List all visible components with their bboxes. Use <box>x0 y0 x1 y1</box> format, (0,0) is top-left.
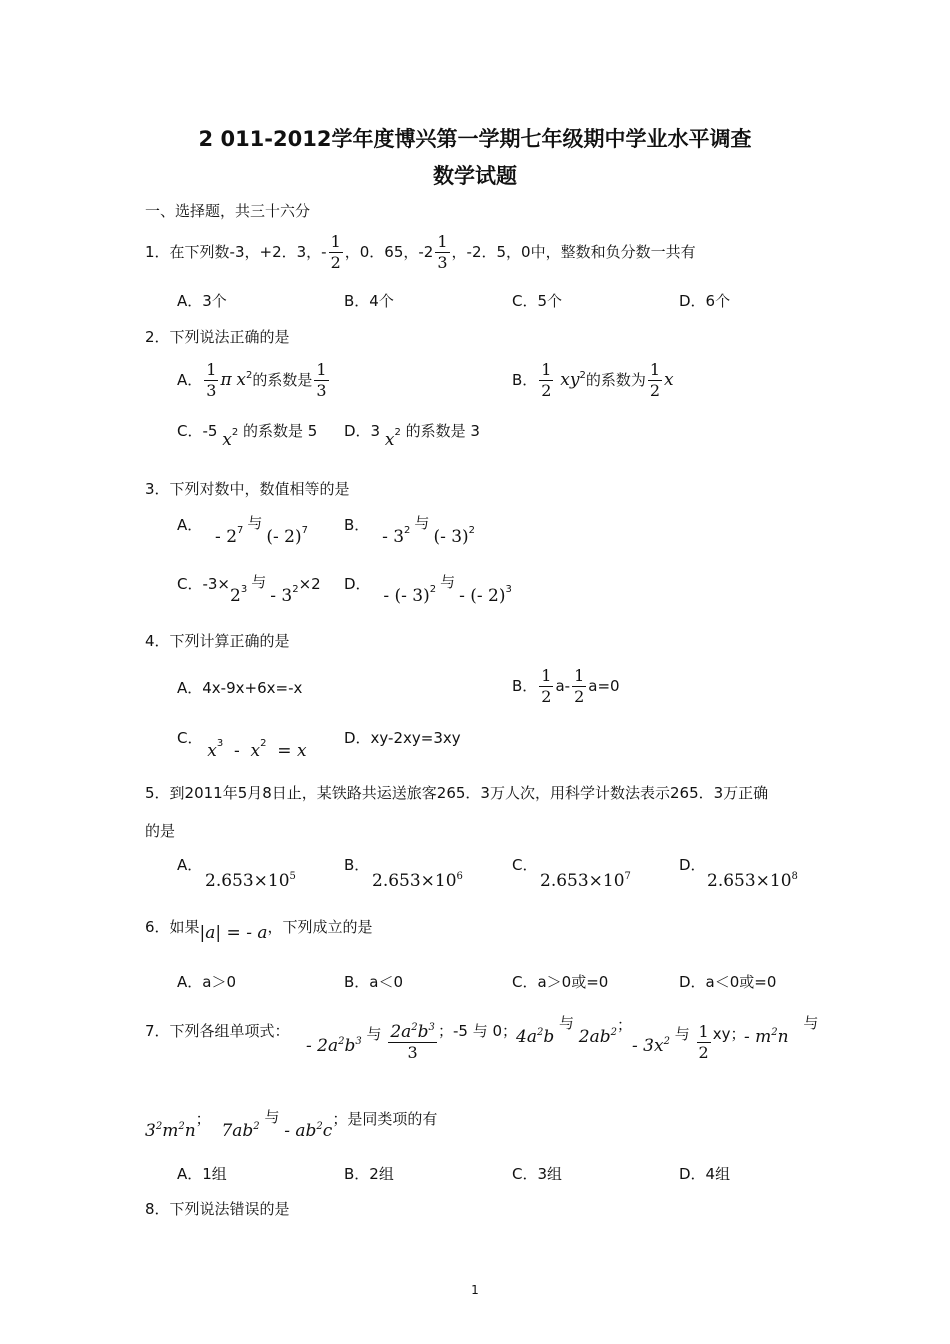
q7-monomial-group-4: - $3x^2$ 与 $\frac{1}{2}$ xy； <box>632 1022 746 1062</box>
question-5-stem-cont: 的是 <box>145 822 176 840</box>
q3-option-a: A． - $2^7$ 与(- 2)$^7$ <box>177 514 309 547</box>
exam-subtitle: 数学试题 <box>433 164 517 188</box>
q3-option-d: D． - (- 3)$^2$ 与- (- 2)$^3$ <box>344 573 512 606</box>
q2-option-b: B． $\frac{1}{2}$ $xy^2$的系数为 $\frac{1}{2}$ x <box>512 360 674 400</box>
question-5-stem: 5．到2011年5月8日止，某铁路共运送旅客265．3万人次，用科学计数法表示265．3万正确 <box>145 784 769 802</box>
question-2-stem: 2．下列说法正确的是 <box>145 328 290 346</box>
q2-option-c: C．-5 $x^2$ 的系数是 5 <box>177 422 318 450</box>
q7-monomial-group-5b: $3^2m^2n$； $7ab^2$ 与 - $ab^2c$；是同类项的有 <box>145 1108 438 1141</box>
q7-monomial-group-3: $4a^2b$ 与 $2ab^2$； <box>516 1014 633 1047</box>
page-number: 1 <box>471 1283 479 1297</box>
q4-option-b: B． $\frac{1}{2}$ a- $\frac{1}{2}$ a=0 <box>512 666 620 706</box>
q7-monomial-group-1: - $2a^2b^3$ 与 $\frac{2a^2b^3}{3}$ <box>306 1022 435 1062</box>
q4-option-c: C． $x^3 - x^2 = x$ <box>177 729 307 761</box>
q1-option-d: D．6个 <box>679 292 731 310</box>
question-4-stem: 4．下列计算正确的是 <box>145 632 290 650</box>
fraction: $\frac{1}{2}$ <box>330 232 341 272</box>
section-heading: 一、选择题，共三十六分 <box>145 202 311 220</box>
q6-option-a: A．a＞0 <box>177 973 236 991</box>
q7-option-c: C．3组 <box>512 1165 563 1183</box>
exam-title: 2 011-2012学年度博兴第一学期七年级期中学业水平调查 <box>198 127 752 151</box>
q4-option-d: D．xy-2xy=3xy <box>344 729 461 747</box>
q1-option-c: C．5个 <box>512 292 563 310</box>
q7-monomial-group-5a: - $m^2n$ 与 <box>744 1014 819 1047</box>
q6-option-c: C．a＞0或=0 <box>512 973 609 991</box>
q3-option-c: C．$-3\times 2^3$ 与- $3^2\times 2$ <box>177 573 321 606</box>
q7-option-a: A．1组 <box>177 1165 227 1183</box>
fraction: $\frac{1}{3}$ <box>437 232 448 272</box>
question-8-stem: 8．下列说法错误的是 <box>145 1200 290 1218</box>
q2-option-d: D．3 $x^2$ 的系数是 3 <box>344 422 480 450</box>
question-3-stem: 3．下列对数中，数值相等的是 <box>145 480 350 498</box>
question-6-stem: 6．如果|a| = - a，下列成立的是 <box>145 918 373 943</box>
q1-option-b: B．4个 <box>344 292 394 310</box>
q7-separator: ；-5 与 0； <box>438 1022 518 1040</box>
q5-option-b: B． $2.653\times 10^6$ <box>344 856 463 891</box>
q7-option-d: D．4组 <box>679 1165 731 1183</box>
question-1-stem: 1．在下列数-3，+2．3，- $\frac{1}{2}$ ，0．65，-2 $\frac{1}{3}$ ，-2．5，0中，整数和负分数一共有 <box>145 232 696 272</box>
q1-option-a: A．3个 <box>177 292 227 310</box>
q6-option-b: B．a＜0 <box>344 973 404 991</box>
q7-option-b: B．2组 <box>344 1165 394 1183</box>
q2-option-a: A． $\frac{1}{3}$ π $x^2$的系数是 $\frac{1}{3}$ <box>177 360 327 400</box>
q6-option-d: D．a＜0或=0 <box>679 973 777 991</box>
question-7-stem: 7．下列各组单项式： <box>145 1022 290 1040</box>
q5-option-a: A． $2.653\times 10^5$ <box>177 856 296 891</box>
q5-option-c: C． $2.653\times 10^7$ <box>512 856 631 891</box>
q4-option-a: A．4x-9x+6x=-x <box>177 679 303 697</box>
q3-option-b: B． - $3^2$ 与(- 3)$^2$ <box>344 514 476 547</box>
q5-option-d: D． $2.653\times 10^8$ <box>679 856 798 891</box>
